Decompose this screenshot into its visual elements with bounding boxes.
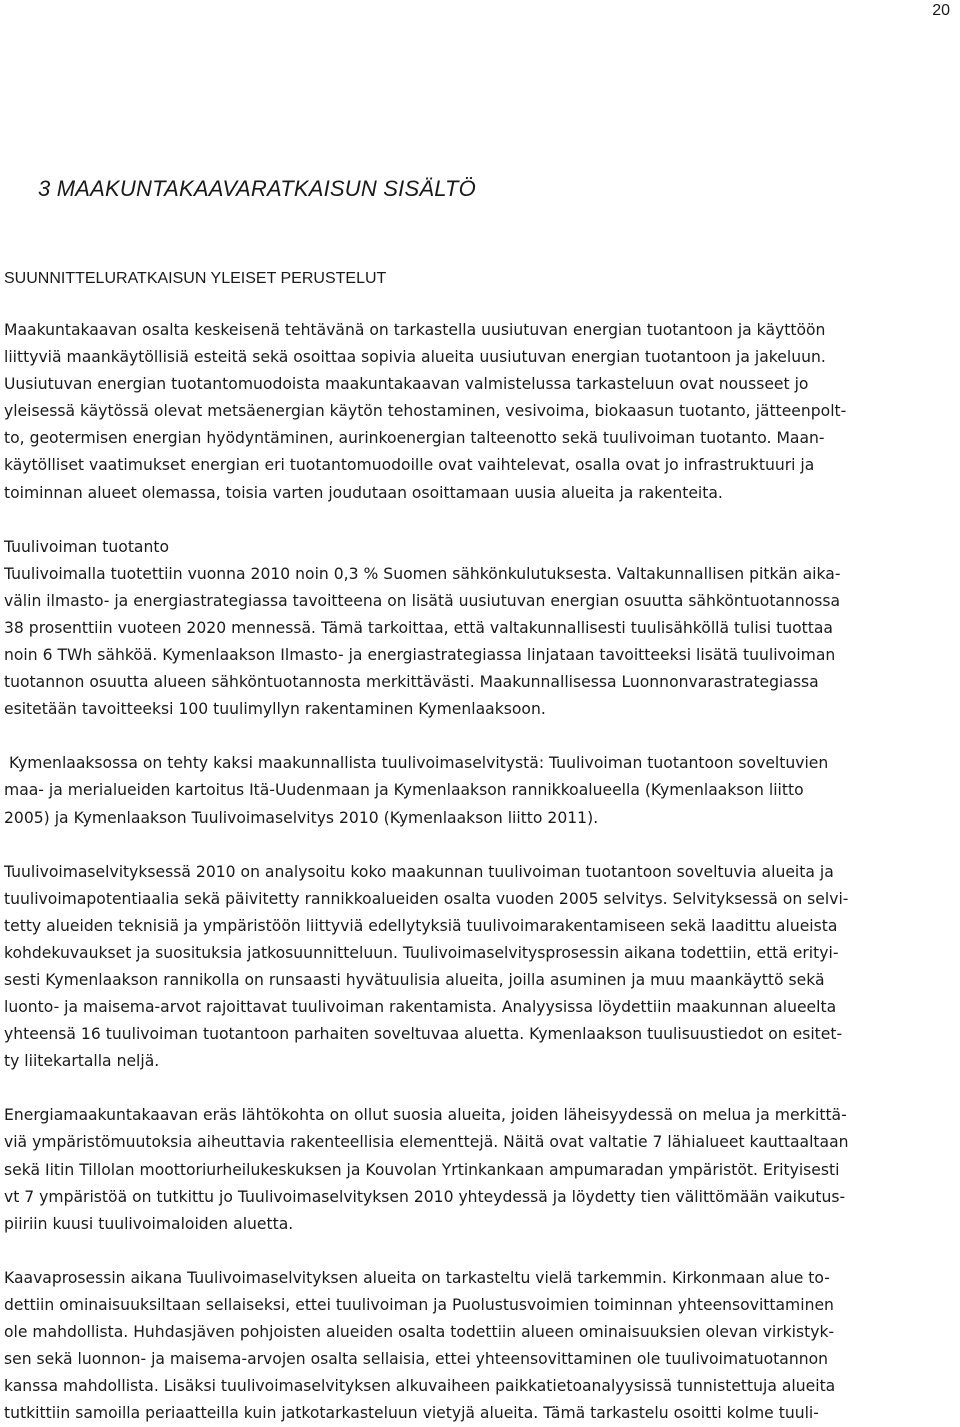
text-line: sesti Kymenlaakson rannikolla on runsaasti hyvätuulisia alueita, joilla asuminen ja muu maankäyttö sekä (4, 970, 825, 989)
text-line: Tuulivoimaselvityksessä 2010 on analysoitu koko maakunnan tuulivoiman tuotantoon soveltuvia alueita ja (4, 862, 834, 881)
text-line: Tuulivoimalla tuotettiin vuonna 2010 noin 0,3 % Suomen sähkönkulutuksesta. Valtakunnallisen pitkän aika- (4, 564, 841, 583)
text-line: luonto- ja maisema-arvot rajoittavat tuulivoiman rakentamista. Analyysissa löydettiin maakunnan alueelta (4, 998, 837, 1017)
body-text (4, 317, 954, 1427)
text-line: tutkittiin samoilla periaatteilla kuin jatkotarkasteluun vietyjä alueita. Tämä tarkastelu osoitti kolme tuuli- (4, 1404, 819, 1423)
paragraph-survey-2010 (4, 859, 954, 1076)
text-line: dettiin ominaisuuksiltaan sellaiseksi, ettei tuulivoiman ja Puolustusvoimien toiminnan yhteensovittaminen (4, 1295, 834, 1314)
text-line: yhteensä 16 tuulivoiman tuotantoon parhaiten soveltuvaa aluetta. Kymenlaakson tuulisuustiedot on esitet- (4, 1025, 843, 1044)
section-heading: SUUNNITTELURATKAISUN YLEISET PERUSTELUT (4, 270, 387, 287)
text-line: tuotannon osuutta alueen sähköntuotannosta merkittävästi. Maakunnallisessa Luonnonvarastrategiassa (4, 673, 819, 692)
page-number: 20 (932, 2, 950, 19)
text-line: sen sekä luonnon- ja maisema-arvojen osalta sellaisia, ettei yhteensovittaminen ole tuulivoimatuotannon (4, 1350, 829, 1369)
paragraph-surveys (4, 750, 954, 831)
chapter-title: 3 MAAKUNTAKAAVARATKAISUN SISÄLTÖ (38, 176, 476, 201)
text-line: ty liitekartalla neljä. (4, 1052, 160, 1071)
text-line: to, geotermisen energian hyödyntäminen, aurinkoenergian talteenotto sekä tuulivoiman tuotanto. Maan- (4, 429, 825, 448)
paragraph-planning-process (4, 1265, 954, 1427)
text-line: tuulivoimapotentiaalia sekä päivitetty rannikkoalueiden osalta vuoden 2005 selvitys. Selvityksessä on selvi- (4, 889, 849, 908)
paragraph-energy-intro (4, 317, 954, 507)
text-line: liittyviä maankäytöllisiä esteitä sekä osoittaa sopivia alueita uusiutuvan energian tuotantoon ja jakeluun. (4, 348, 826, 367)
text-line: Kymenlaaksossa on tehty kaksi maakunnallista tuulivoimaselvitystä: Tuulivoiman tuotantoon soveltuvien (4, 754, 829, 773)
text-line: toiminnan alueet olemassa, toisia varten joudutaan osoittamaan uusia alueita ja rakenteita. (4, 483, 723, 502)
text-line: kanssa mahdollista. Lisäksi tuulivoimaselvityksen alkuvaiheen paikkatietoanalyysissä tunnistettuja alueita (4, 1377, 836, 1396)
paragraph-energy-plan (4, 1102, 954, 1237)
text-line: sekä Iitin Tillolan moottoriurheilukeskuksen ja Kouvolan Yrtinkankaan ampumaradan ympäristöt. Erityisesti (4, 1160, 840, 1179)
paragraph-wind-power (4, 534, 954, 724)
text-line: Maakuntakaavan osalta keskeisenä tehtävänä on tarkastella uusiutuvan energian tuotantoon ja käyttöön (4, 321, 826, 339)
subheading-wind-power: Tuulivoiman tuotanto (4, 537, 170, 556)
text-line: käytölliset vaatimukset energian eri tuotantomuodoille ovat vaihtelevat, osalla ovat jo infrastruktuuri ja (4, 456, 815, 475)
text-line: Energiamaakuntakaavan eräs lähtökohta on ollut suosia alueita, joiden läheisyydessä on melua ja merkittä- (4, 1106, 847, 1125)
text-line: 2005) ja Kymenlaakson Tuulivoimaselvitys 2010 (Kymenlaakson liitto 2011). (4, 808, 599, 827)
text-line: välin ilmasto- ja energiastrategiassa tavoitteena on lisätä uusiutuvan energian osuutta sähköntuotannossa (4, 591, 841, 610)
text-line: kohdekuvaukset ja suosituksia jatkosuunnitteluun. Tuulivoimaselvitysprosessin aikana todettiin, että erityi- (4, 943, 839, 962)
text-line: tetty alueiden teknisiä ja ympäristöön liittyviä edellytyksiä tuulivoimarakentamiseen sekä laadittu alueista (4, 916, 838, 935)
text-line: piiriin kuusi tuulivoimaloiden aluetta. (4, 1214, 294, 1233)
text-line: Kaavaprosessin aikana Tuulivoimaselvityksen alueita on tarkasteltu vielä tarkemmin. Kirkonmaan alue to- (4, 1268, 830, 1287)
text-line: noin 6 TWh sähköä. Kymenlaakson Ilmasto- ja energiastrategiassa linjataan tavoitteeksi lisätä tuulivoiman (4, 646, 836, 665)
text-line: viä ympäristömuutoksia aiheuttavia rakenteellisia elementtejä. Näitä ovat valtatie 7 lähialueet kauttaaltaan (4, 1133, 849, 1152)
text-line: ole mahdollista. Huhdasjäven pohjoisten alueiden osalta todettiin alueen ominaisuuksien olevan virkistyk- (4, 1323, 835, 1341)
text-line: vt 7 ympäristöä on tutkittu jo Tuulivoimaselvityksen 2010 yhteydessä ja löydetty tien välittömään vaikutus- (4, 1187, 846, 1206)
text-line: 38 prosenttiin vuoteen 2020 mennessä. Tämä tarkoittaa, että valtakunnallisesti tuulisähköllä tulisi tuottaa (4, 618, 833, 637)
text-line: yleisessä käytössä olevat metsäenergian käytön tehostaminen, vesivoima, biokaasun tuotanto, jätteenpolt- (4, 402, 847, 421)
text-line: maa- ja merialueiden kartoitus Itä-Uudenmaan ja Kymenlaakson rannikkoalueella (Kymenlaakson liitto (4, 781, 804, 800)
text-line: Uusiutuvan energian tuotantomuodoista maakuntakaavan valmistelussa tarkasteluun ovat nousseet jo (4, 375, 809, 394)
text-line: esitetään tavoitteeksi 100 tuulimyllyn rakentaminen Kymenlaaksoon. (4, 700, 546, 719)
